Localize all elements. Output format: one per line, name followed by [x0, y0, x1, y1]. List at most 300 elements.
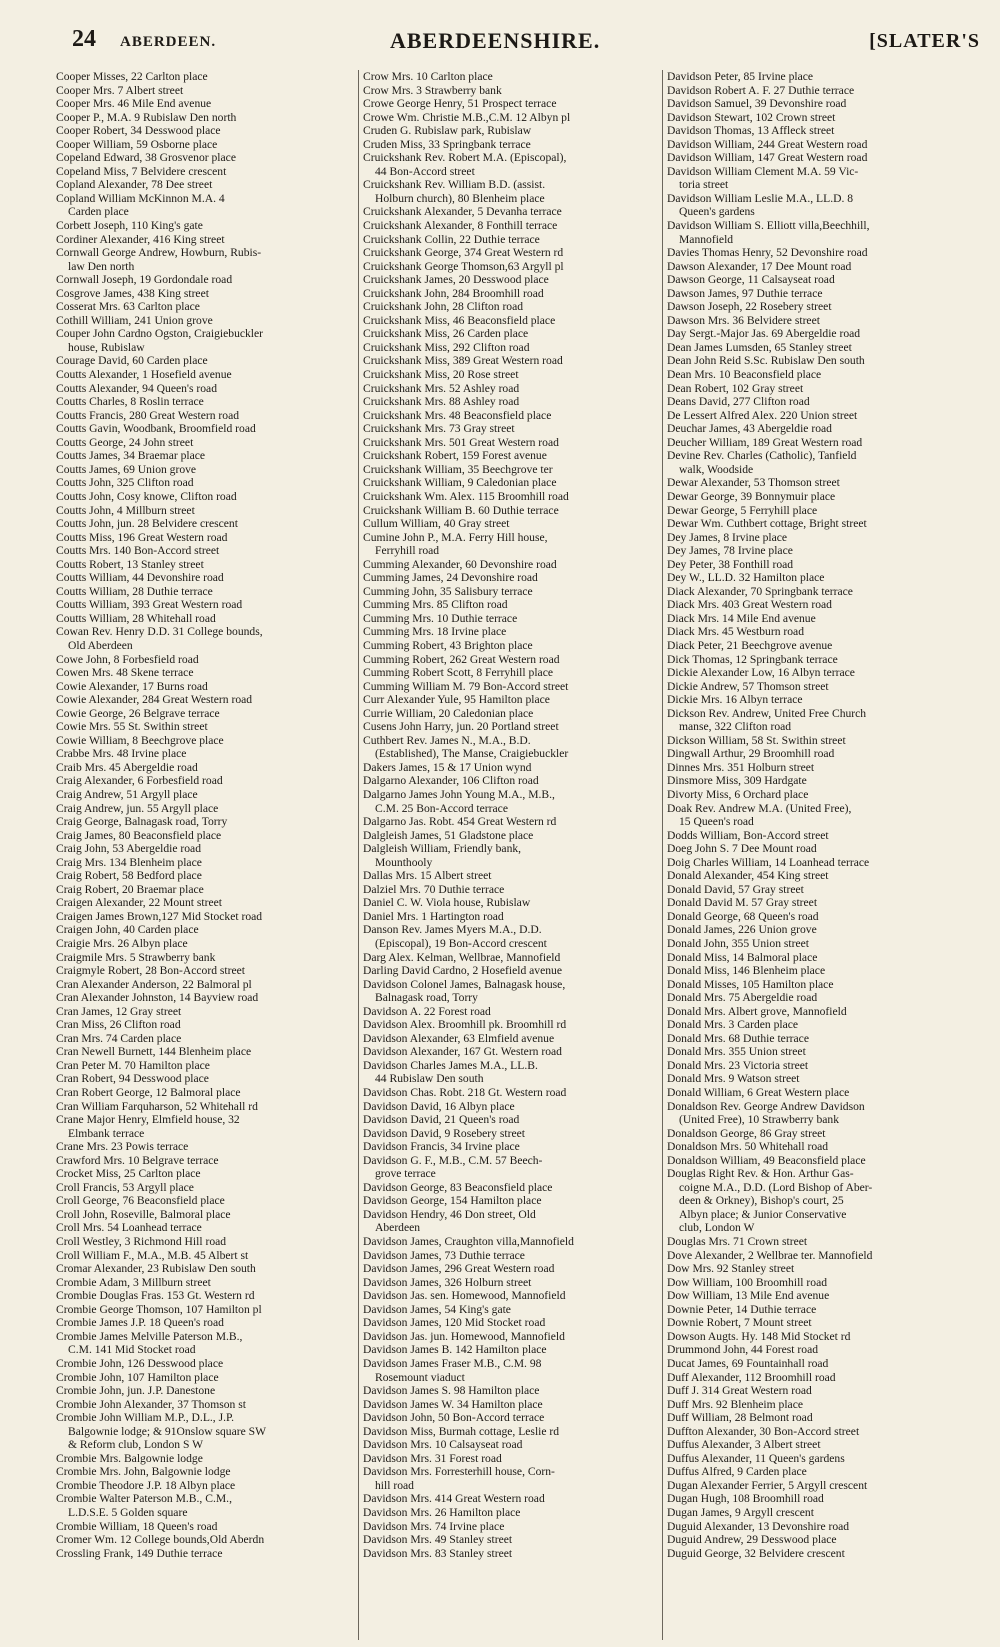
directory-entry: Davidson Thomas, 13 Affleck street — [667, 124, 835, 138]
directory-entry: Aberdeen — [375, 1221, 421, 1235]
directory-entry: Cowie George, 26 Belgrave terrace — [56, 706, 220, 720]
directory-entry: Carden place — [68, 205, 129, 219]
directory-entry: Craigen James Brown,127 Mid Stocket road — [56, 909, 263, 923]
directory-entry: Cowie Mrs. 55 St. Swithin street — [56, 720, 208, 734]
directory-entry: Davidson Mrs. 83 Stanley street — [363, 1546, 513, 1560]
directory-entry: Davidson G. F., M.B., C.M. 57 Beech- — [363, 1153, 543, 1167]
directory-entry: Cruickshank Mrs. 52 Ashley road — [363, 381, 520, 395]
directory-entry: Ferryhill road — [375, 544, 440, 558]
directory-entry: Cullum William, 40 Gray street — [363, 517, 510, 531]
directory-entry: law Den north — [68, 259, 135, 273]
directory-entry: Coutts William, 44 Devonshire road — [56, 571, 224, 585]
directory-entry: Dean John Reid S.Sc. Rubislaw Den south — [667, 354, 865, 368]
directory-entry: Copland William McKinnon M.A. 4 — [56, 191, 225, 205]
directory-entry: Cumming James, 24 Devonshire road — [363, 571, 538, 585]
directory-entry: Davidson Robert A. F. 27 Duthie terrace — [667, 83, 855, 97]
directory-entry: Cumming John, 35 Salisbury terrace — [363, 584, 533, 598]
directory-entry: Cumming William M. 79 Bon-Accord street — [363, 679, 569, 693]
directory-entry: Dewar Wm. Cuthbert cottage, Bright street — [667, 517, 867, 531]
directory-entry: Cran Peter M. 70 Hamilton place — [56, 1058, 210, 1072]
directory-entry: Donald Mrs. 3 Carden place — [667, 1018, 799, 1032]
directory-entry: Diack Mrs. 14 Mile End avenue — [667, 611, 816, 625]
directory-entry: Deans David, 277 Clifton road — [667, 395, 810, 409]
directory-entry: Davidson Mrs. 49 Stanley street — [363, 1533, 513, 1547]
directory-entry: Craib Mrs. 45 Abergeldie road — [56, 760, 198, 774]
directory-entry: Dinnes Mrs. 351 Holburn street — [667, 760, 815, 774]
directory-entry: Downie Peter, 14 Duthie terrace — [667, 1302, 817, 1316]
directory-entry: Crombie Mrs. Balgownie lodge — [56, 1451, 203, 1465]
directory-entry: Cran James, 12 Gray street — [56, 1004, 182, 1018]
directory-entry: Cruickshank Miss, 20 Rose street — [363, 368, 519, 382]
directory-entry: Cowe John, 8 Forbesfield road — [56, 652, 199, 666]
directory-entry: Dakers James, 15 & 17 Union wynd — [363, 760, 532, 774]
directory-entry: Cusens John Harry, jun. 20 Portland street — [363, 720, 559, 734]
directory-entry: Davidson James B. 142 Hamilton place — [363, 1343, 547, 1357]
directory-entry: Cruickshank Alexander, 5 Devanha terrace — [363, 205, 562, 219]
directory-entry: toria street — [679, 178, 729, 192]
directory-entry: (Established), The Manse, Craigiebuckler — [375, 747, 569, 761]
directory-entry: Cumming Robert, 262 Great Western road — [363, 652, 560, 666]
directory-entry: Croll William F., M.A., M.B. 45 Albert st — [56, 1248, 249, 1262]
directory-entry: Crombie Mrs. John, Balgownie lodge — [56, 1465, 231, 1479]
directory-entry: Ducat James, 69 Fountainhall road — [667, 1356, 829, 1370]
directory-entry: Crowe George Henry, 51 Prospect terrace — [363, 97, 557, 111]
page-header — [0, 26, 1000, 62]
directory-entry: Dickie Andrew, 57 Thomson street — [667, 679, 829, 693]
directory-entry: Cruickshank William B. 60 Duthie terrace — [363, 503, 559, 517]
directory-entry: Dowson Augts. Hy. 148 Mid Stocket rd — [667, 1329, 851, 1343]
directory-entry: Crombie James J.P. 18 Queen's road — [56, 1316, 224, 1330]
directory-entry: Duguid Andrew, 29 Desswood place — [667, 1533, 837, 1547]
directory-entry: Crombie John, jun. J.P. Danestone — [56, 1384, 216, 1398]
directory-entry: Duguid Alexander, 13 Devonshire road — [667, 1519, 850, 1533]
directory-entry: Copeland Edward, 38 Grosvenor place — [56, 151, 236, 165]
directory-entry: Cruickshank George Thomson,63 Argyll pl — [363, 259, 564, 273]
directory-entry: Cruickshank Mrs. 88 Ashley road — [363, 395, 520, 409]
directory-entry: Mannofield — [679, 232, 734, 246]
directory-entry: Coutts William, 28 Duthie terrace — [56, 584, 213, 598]
directory-entry: L.D.S.E. 5 Golden square — [68, 1505, 188, 1519]
directory-entry: Donaldson William, 49 Beaconsfield place — [667, 1153, 866, 1167]
directory-entry: Cruickshank Mrs. 48 Beaconsfield place — [363, 408, 552, 422]
directory-entry: Douglas Mrs. 71 Crown street — [667, 1235, 808, 1249]
directory-entry: Craig James, 80 Beaconsfield place — [56, 828, 222, 842]
directory-entry: Donald Mrs. Albert grove, Mannofield — [667, 1004, 847, 1018]
directory-entry: Cumming Alexander, 60 Devonshire road — [363, 557, 557, 571]
directory-entry: Dalgarno James John Young M.A., M.B., — [363, 787, 555, 801]
directory-entry: Darling David Cardno, 2 Hosefield avenue — [363, 964, 562, 978]
directory-entry: Coutts Francis, 280 Great Western road — [56, 408, 240, 422]
directory-entry: Dalgarno Jas. Robt. 454 Great Western rd — [363, 815, 557, 829]
directory-entry: Rosemount viaduct — [375, 1370, 465, 1384]
directory-entry: Coutts John, jun. 28 Belvidere crescent — [56, 517, 238, 531]
directory-entry: Cran Newell Burnett, 144 Blenheim place — [56, 1045, 252, 1059]
directory-entry: Dickie Alexander Low, 16 Albyn terrace — [667, 666, 855, 680]
directory-entry: & Reform club, London S W — [68, 1438, 204, 1452]
directory-entry: Coutts Gavin, Woodbank, Broomfield road — [56, 422, 256, 436]
directory-entry: Dallas Mrs. 15 Albert street — [363, 869, 492, 883]
directory-entry: Cooper P., M.A. 9 Rubislaw Den north — [56, 110, 237, 124]
directory-entry: Dinsmore Miss, 309 Hardgate — [667, 774, 807, 788]
directory-entry: Cooper Misses, 22 Carlton place — [56, 70, 208, 83]
directory-entry: Croll George, 76 Beaconsfield place — [56, 1194, 225, 1208]
directory-entry: Duffus Alexander, 11 Queen's gardens — [667, 1451, 845, 1465]
directory-entry: Craigen Alexander, 22 Mount street — [56, 896, 222, 910]
directory-entry: Cooper Robert, 34 Desswood place — [56, 124, 221, 138]
directory-entry: Dugan Alexander Ferrier, 5 Argyll crescent — [667, 1478, 868, 1492]
directory-entry: Davidson James W. 34 Hamilton place — [363, 1397, 543, 1411]
directory-entry: Davidson Francis, 34 Irvine place — [363, 1140, 520, 1154]
directory-entry: Davidson William, 244 Great Western road — [667, 137, 868, 151]
directory-entry: Copeland Miss, 7 Belvidere crescent — [56, 164, 227, 178]
directory-entry: Cooper Mrs. 7 Albert street — [56, 83, 184, 97]
directory-entry: Davidson William S. Elliott villa,Beechhill, — [667, 219, 870, 233]
directory-entry: Davidson James, Craughton villa,Mannofield — [363, 1235, 574, 1249]
directory-entry: Daniel C. W. Viola house, Rubislaw — [363, 896, 531, 910]
directory-entry: Deucher William, 189 Great Western road — [667, 435, 863, 449]
directory-entry: Cran Mrs. 74 Carden place — [56, 1031, 182, 1045]
directory-entry: Cosserat Mrs. 63 Carlton place — [56, 300, 200, 314]
directory-entry: Dugan Hugh, 108 Broomhill road — [667, 1492, 824, 1506]
directory-entry: coigne M.A., D.D. (Lord Bishop of Aber- — [679, 1180, 873, 1194]
directory-entry: Dey Peter, 38 Fonthill road — [667, 557, 794, 571]
directory-entry: Cruickshank William, 35 Beechgrove ter — [363, 462, 553, 476]
directory-entry: Cruickshank Rev. Robert M.A. (Episcopal), — [363, 151, 567, 165]
directory-entry: Diack Mrs. 45 Westburn road — [667, 625, 804, 639]
directory-entry: Coutts John, Cosy knowe, Clifton road — [56, 489, 237, 503]
directory-entry: Davidson William Leslie M.A., LL.D. 8 — [667, 191, 854, 205]
directory-entry: Davidson Samuel, 39 Devonshire road — [667, 97, 847, 111]
directory-entry: Dewar George, 5 Ferryhill place — [667, 503, 818, 517]
directory-entry: Coutts Mrs. 140 Bon-Accord street — [56, 544, 220, 558]
directory-entry: Dawson James, 97 Duthie terrace — [667, 286, 823, 300]
directory-entry: Old Aberdeen — [68, 638, 133, 652]
directory-entry: Cruickshank Miss, 26 Carden place — [363, 327, 529, 341]
directory-entry: Cowie Alexander, 17 Burns road — [56, 679, 208, 693]
directory-entry: (United Free), 10 Strawberry bank — [679, 1113, 840, 1127]
directory-entry: Davidson George, 154 Hamilton place — [363, 1194, 542, 1208]
directory-entry: Cowie William, 8 Beechgrove place — [56, 733, 224, 747]
directory-column-1 — [56, 70, 350, 1640]
directory-entry: Dey W., LL.D. 32 Hamilton place — [667, 571, 825, 585]
directory-entry: Day Sergt.-Major Jas. 69 Abergeldie road — [667, 327, 861, 341]
directory-entry: manse, 322 Clifton road — [679, 720, 792, 734]
directory-entry: Dalziel Mrs. 70 Duthie terrace — [363, 882, 505, 896]
directory-entry: Craigmile Mrs. 5 Strawberry bank — [56, 950, 216, 964]
directory-entry: Dick Thomas, 12 Springbank terrace — [667, 652, 838, 666]
directory-entry: Cruickshank Collin, 22 Duthie terrace — [363, 232, 540, 246]
directory-entry: Coutts George, 24 John street — [56, 435, 194, 449]
directory-entry: Corbett Joseph, 110 King's gate — [56, 219, 203, 233]
directory-entry: Cran William Farquharson, 52 Whitehall rd — [56, 1099, 258, 1113]
directory-entry: Diack Alexander, 70 Springbank terrace — [667, 584, 853, 598]
directory-entry: Duffus Alfred, 9 Carden place — [667, 1465, 807, 1479]
directory-entry: Craigmyle Robert, 28 Bon-Accord street — [56, 964, 245, 978]
directory-entry: Donald David M. 57 Gray street — [667, 896, 818, 910]
directory-entry: Cumming Mrs. 85 Clifton road — [363, 598, 508, 612]
directory-entry: Davidson James, 54 King's gate — [363, 1302, 511, 1316]
directory-entry: Cowan Rev. Henry D.D. 31 College bounds, — [56, 625, 263, 639]
directory-entry: Crombie William, 18 Queen's road — [56, 1519, 218, 1533]
directory-entry: Cromar Alexander, 23 Rubislaw Den south — [56, 1262, 256, 1276]
directory-entry: Davidson Stewart, 102 Crown street — [667, 110, 836, 124]
directory-entry: Crombie John, 126 Desswood place — [56, 1356, 224, 1370]
directory-entry: Davidson Mrs. Forresterhill house, Corn- — [363, 1465, 555, 1479]
directory-entry: Cran Robert, 94 Desswood place — [56, 1072, 209, 1086]
directory-entry: Doeg John S. 7 Dee Mount road — [667, 842, 817, 856]
directory-entry: Cumming Robert Scott, 8 Ferryhill place — [363, 666, 553, 680]
directory-entry: Crombie James Melville Paterson M.B., — [56, 1329, 243, 1343]
directory-entry: Cornwall Joseph, 19 Gordondale road — [56, 273, 233, 287]
directory-entry: Cumming Mrs. 10 Duthie terrace — [363, 611, 518, 625]
directory-entry: Dawson Mrs. 36 Belvidere street — [667, 313, 820, 327]
directory-entry: Cruickshank Rev. William B.D. (assist. — [363, 178, 546, 192]
page-title: ABERDEENSHIRE. — [390, 28, 601, 53]
directory-entry: Donald George, 68 Queen's road — [667, 909, 819, 923]
directory-entry: Craig Andrew, jun. 55 Argyll place — [56, 801, 219, 815]
directory-entry: Crombie John William M.P., D.L., J.P. — [56, 1411, 235, 1425]
directory-entry: Crossling Frank, 149 Duthie terrace — [56, 1546, 223, 1560]
directory-entry: Davidson Mrs. 26 Hamilton place — [363, 1505, 521, 1519]
directory-entry: Cruickshank James, 20 Desswood place — [363, 273, 549, 287]
directory-entry: Coutts William, 28 Whitehall road — [56, 611, 216, 625]
directory-entry: Cooper Mrs. 46 Mile End avenue — [56, 97, 212, 111]
directory-entry: Diack Mrs. 403 Great Western road — [667, 598, 832, 612]
directory-entry: Donald James, 226 Union grove — [667, 923, 817, 937]
directory-entry: Davidson James, 120 Mid Stocket road — [363, 1316, 546, 1330]
directory-entry: Davidson Chas. Robt. 218 Gt. Western road — [363, 1086, 567, 1100]
directory-entry: Deuchar James, 43 Abergeldie road — [667, 422, 832, 436]
directory-entry: Donald Miss, 14 Balmoral place — [667, 950, 818, 964]
directory-entry: Duffus Alexander, 3 Albert street — [667, 1438, 821, 1452]
directory-entry: Albyn place; & Junior Conservative — [679, 1207, 847, 1221]
directory-entry: hill road — [375, 1478, 414, 1492]
directory-entry: Craig Alexander, 6 Forbesfield road — [56, 774, 223, 788]
directory-entry: Donald Mrs. 68 Duthie terrace — [667, 1031, 809, 1045]
directory-entry: Cowen Mrs. 48 Skene terrace — [56, 666, 194, 680]
directory-entry: Cruickshank Alexander, 8 Fonthill terrace — [363, 219, 558, 233]
directory-entry: C.M. 25 Bon-Accord terrace — [375, 801, 508, 815]
directory-entry: Croll Westley, 3 Richmond Hill road — [56, 1235, 227, 1249]
directory-entry: Cumming Robert, 43 Brighton place — [363, 638, 533, 652]
directory-entry: Cruickshank Miss, 389 Great Western road — [363, 354, 563, 368]
directory-entry: Davidson Miss, Burmah cottage, Leslie rd — [363, 1424, 560, 1438]
directory-entry: Duff J. 314 Great Western road — [667, 1384, 812, 1398]
directory-entry: Cran Miss, 26 Clifton road — [56, 1018, 181, 1032]
directory-entry: Curr Alexander Yule, 95 Hamilton place — [363, 693, 550, 707]
directory-entry: Crawford Mrs. 10 Belgrave terrace — [56, 1153, 219, 1167]
directory-entry: Davidson Jas. jun. Homewood, Mannofield — [363, 1329, 565, 1343]
directory-entry: Diack Peter, 21 Beechgrove avenue — [667, 638, 833, 652]
directory-entry: Craigie Mrs. 26 Albyn place — [56, 937, 188, 950]
directory-entry: Donald William, 6 Great Western place — [667, 1086, 850, 1100]
directory-entry: Davies Thomas Henry, 52 Devonshire road — [667, 246, 868, 260]
directory-entry: Davidson James, 296 Great Western road — [363, 1262, 555, 1276]
directory-entry: deen & Orkney), Bishop's court, 25 — [679, 1194, 844, 1208]
directory-entry: Croll Francis, 53 Argyll place — [56, 1180, 194, 1194]
directory-entry: Craig Robert, 20 Braemar place — [56, 882, 204, 896]
directory-entry: Cruickshank William, 9 Caledonian place — [363, 476, 557, 490]
directory-entry: Coutts James, 69 Union grove — [56, 462, 197, 476]
directory-entry: Dawson Joseph, 22 Rosebery street — [667, 300, 832, 314]
directory-entry: Craigen John, 40 Carden place — [56, 923, 199, 937]
directory-entry: Courage David, 60 Carden place — [56, 354, 208, 368]
directory-entry: Cruickshank Robert, 159 Forest avenue — [363, 449, 547, 463]
directory-entry: Dodds William, Bon-Accord street — [667, 828, 829, 842]
directory-entry: Dawson George, 11 Calsayseat road — [667, 273, 835, 287]
directory-entry: Queen's gardens — [679, 205, 755, 219]
directory-entry: Douglas Right Rev. & Hon. Arthur Gas- — [667, 1167, 854, 1181]
directory-entry: Davidson Peter, 85 Irvine place — [667, 70, 814, 83]
directory-entry: Craig Mrs. 134 Blenheim place — [56, 855, 202, 869]
directory-entry: Davidson James Fraser M.B., C.M. 98 — [363, 1356, 542, 1370]
directory-entry: house, Rubislaw — [68, 340, 145, 354]
directory-entry: Dalgarno Alexander, 106 Clifton road — [363, 774, 539, 788]
directory-entry: Crombie Walter Paterson M.B., C.M., — [56, 1492, 232, 1506]
directory-entry: Craig Andrew, 51 Argyll place — [56, 787, 198, 801]
directory-entry: Dean Robert, 102 Gray street — [667, 381, 804, 395]
directory-entry: Elmbank terrace — [68, 1126, 145, 1140]
directory-entry: Coutts Alexander, 94 Queen's road — [56, 381, 218, 395]
directory-entry: Davidson Mrs. 10 Calsayseat road — [363, 1438, 523, 1452]
directory-entry: Darg Alex. Kelman, Wellbrae, Mannofield — [363, 950, 561, 964]
directory-entry: Cruden Miss, 33 Springbank terrace — [363, 137, 531, 151]
directory-entry: Cruickshank Mrs. 501 Great Western road — [363, 435, 559, 449]
directory-entry: Donaldson Rev. George Andrew Davidson — [667, 1099, 865, 1113]
directory-entry: Donald Miss, 146 Blenheim place — [667, 964, 826, 978]
directory-entry: Cornwall George Andrew, Howburn, Rubis- — [56, 246, 262, 260]
directory-entry: Cruickshank Miss, 46 Beaconsfield place — [363, 313, 556, 327]
directory-entry: Dow Mrs. 92 Stanley street — [667, 1262, 795, 1276]
directory-entry: Dow William, 13 Mile End avenue — [667, 1289, 830, 1303]
directory-entry: Dow William, 100 Broomhill road — [667, 1275, 828, 1289]
directory-entry: Cruickshank Miss, 292 Clifton road — [363, 340, 530, 354]
directory-entry: Dickson William, 58 St. Swithin street — [667, 733, 846, 747]
directory-entry: Cuthbert Rev. James N., M.A., B.D. — [363, 733, 531, 747]
directory-entry: Dalgleish William, Friendly bank, — [363, 842, 522, 856]
directory-entry: Donald Alexander, 454 King street — [667, 869, 829, 883]
directory-entry: Coutts Alexander, 1 Hosefield avenue — [56, 368, 232, 382]
directory-column-2 — [358, 70, 659, 1640]
directory-entry: Crocket Miss, 25 Carlton place — [56, 1167, 201, 1181]
directory-entry: Cromer Wm. 12 College bounds,Old Aberdn — [56, 1533, 265, 1547]
directory-columns — [56, 70, 990, 1640]
directory-entry: Cordiner Alexander, 416 King street — [56, 232, 225, 246]
directory-entry: Crow Mrs. 10 Carlton place — [363, 70, 493, 83]
directory-entry: Drummond John, 44 Forest road — [667, 1343, 819, 1357]
directory-entry: Davidson William, 147 Great Western road — [667, 151, 868, 165]
directory-entry: Davidson Alexander, 167 Gt. Western road — [363, 1045, 562, 1059]
page-number: 24 — [72, 26, 96, 52]
directory-entry: Dickson Rev. Andrew, United Free Church — [667, 706, 867, 720]
directory-entry: Duffton Alexander, 30 Bon-Accord street — [667, 1424, 860, 1438]
directory-entry: 44 Bon-Accord street — [375, 164, 475, 178]
directory-entry: Crombie Theodore J.P. 18 Albyn place — [56, 1478, 236, 1492]
directory-entry: Daniel Mrs. 1 Hartington road — [363, 909, 504, 923]
directory-column-3 — [662, 70, 991, 1640]
directory-entry: Davidson Charles James M.A., LL.B. — [363, 1058, 538, 1072]
directory-entry: Davidson James, 326 Holburn street — [363, 1275, 532, 1289]
directory-entry: Crow Mrs. 3 Strawberry bank — [363, 83, 502, 97]
directory-entry: Duff William, 28 Belmont road — [667, 1411, 813, 1425]
directory-entry: Cran Alexander Johnston, 14 Bayview road — [56, 991, 259, 1005]
directory-entry: Crabbe Mrs. 48 Irvine place — [56, 747, 187, 761]
directory-entry: Cothill William, 241 Union grove — [56, 313, 213, 327]
directory-entry: Crombie George Thomson, 107 Hamilton pl — [56, 1302, 262, 1316]
directory-entry: Cruickshank John, 284 Broomhill road — [363, 286, 544, 300]
directory-entry: Balnagask road, Torry — [375, 991, 478, 1005]
directory-entry: Dawson Alexander, 17 Dee Mount road — [667, 259, 852, 273]
directory-entry: Donald Mrs. 23 Victoria street — [667, 1058, 809, 1072]
directory-entry: Dey James, 78 Irvine place — [667, 544, 793, 558]
directory-entry: Divorty Miss, 6 Orchard place — [667, 787, 809, 801]
directory-entry: Coutts John, 325 Clifton road — [56, 476, 194, 490]
directory-entry: Couper John Cardno Ogston, Craigiebuckler — [56, 327, 264, 341]
directory-entry: Dickie Mrs. 16 Albyn terrace — [667, 693, 803, 707]
directory-entry: Crane Major Henry, Elmfield house, 32 — [56, 1113, 240, 1127]
directory-entry: Cumine John P., M.A. Ferry Hill house, — [363, 530, 548, 544]
directory-entry: Cruickshank George, 374 Great Western rd — [363, 246, 564, 260]
directory-entry: 15 Queen's road — [679, 815, 754, 829]
directory-entry: Davidson Mrs. 31 Forest road — [363, 1451, 502, 1465]
directory-entry: Duguid George, 32 Belvidere crescent — [667, 1546, 845, 1560]
directory-entry: Crombie Douglas Fras. 153 Gt. Western rd — [56, 1289, 255, 1303]
directory-entry: Davidson James S. 98 Hamilton place — [363, 1384, 540, 1398]
right-running-head: [SLATER'S — [869, 30, 980, 52]
directory-entry: Dingwall Arthur, 29 Broomhill road — [667, 747, 835, 761]
directory-entry: Dey James, 8 Irvine place — [667, 530, 788, 544]
directory-entry: Duff Alexander, 112 Broomhill road — [667, 1370, 836, 1384]
directory-entry: Doig Charles William, 14 Loanhead terrace — [667, 855, 870, 869]
directory-entry: Davidson William Clement M.A. 59 Vic- — [667, 164, 859, 178]
directory-entry: Davidson Jas. sen. Homewood, Mannofield — [363, 1289, 566, 1303]
directory-entry: Cruickshank John, 28 Clifton road — [363, 300, 524, 314]
directory-entry: Donald Mrs. 355 Union street — [667, 1045, 806, 1059]
directory-entry: Davidson George, 83 Beaconsfield place — [363, 1180, 553, 1194]
directory-entry: Devine Rev. Charles (Catholic), Tanfield — [667, 449, 857, 463]
directory-entry: Coutts William, 393 Great Western road — [56, 598, 243, 612]
directory-entry: Cran Alexander Anderson, 22 Balmoral pl — [56, 977, 252, 991]
directory-entry: Coutts Charles, 8 Roslin terrace — [56, 395, 204, 409]
directory-entry: Donald Misses, 105 Hamilton place — [667, 977, 834, 991]
directory-entry: Cumming Mrs. 18 Irvine place — [363, 625, 507, 639]
directory-entry: Croll Mrs. 54 Loanhead terrace — [56, 1221, 202, 1235]
directory-entry: Dean James Lumsden, 65 Stanley street — [667, 340, 852, 354]
directory-entry: Mounthooly — [375, 855, 433, 869]
directory-entry: Cowie Alexander, 284 Great Western road — [56, 693, 253, 707]
directory-entry: Dalgleish James, 51 Gladstone place — [363, 828, 534, 842]
directory-entry: Davidson Alexander, 63 Elmfield avenue — [363, 1031, 555, 1045]
directory-entry: Davidson James, 73 Duthie terrace — [363, 1248, 525, 1262]
directory-entry: Davidson John, 50 Bon-Accord terrace — [363, 1411, 545, 1425]
directory-entry: Cruickshank Mrs. 73 Gray street — [363, 422, 515, 436]
directory-entry: Crane Mrs. 23 Powis terrace — [56, 1140, 189, 1154]
directory-entry: Danson Rev. James Myers M.A., D.D. — [363, 923, 542, 937]
directory-entry: Coutts Miss, 196 Great Western road — [56, 530, 228, 544]
directory-entry: De Lessert Alfred Alex. 220 Union street — [667, 408, 858, 422]
directory-entry: Davidson David, 16 Albyn place — [363, 1099, 515, 1113]
directory-entry: Duff Mrs. 92 Blenheim place — [667, 1397, 803, 1411]
directory-entry: Crowe Wm. Christie M.B.,C.M. 12 Albyn pl — [363, 110, 571, 124]
directory-entry: Copland Alexander, 78 Dee street — [56, 178, 213, 192]
directory-entry: Downie Robert, 7 Mount street — [667, 1316, 812, 1330]
directory-entry: Davidson Mrs. 74 Irvine place — [363, 1519, 505, 1533]
directory-entry: Currie William, 20 Caledonian place — [363, 706, 534, 720]
directory-entry: grove terrace — [375, 1167, 436, 1181]
directory-entry: Donaldson George, 86 Gray street — [667, 1126, 826, 1140]
directory-entry: Holburn church), 80 Blenheim place — [375, 191, 545, 205]
directory-entry: Cruden G. Rubislaw park, Rubislaw — [363, 124, 532, 138]
